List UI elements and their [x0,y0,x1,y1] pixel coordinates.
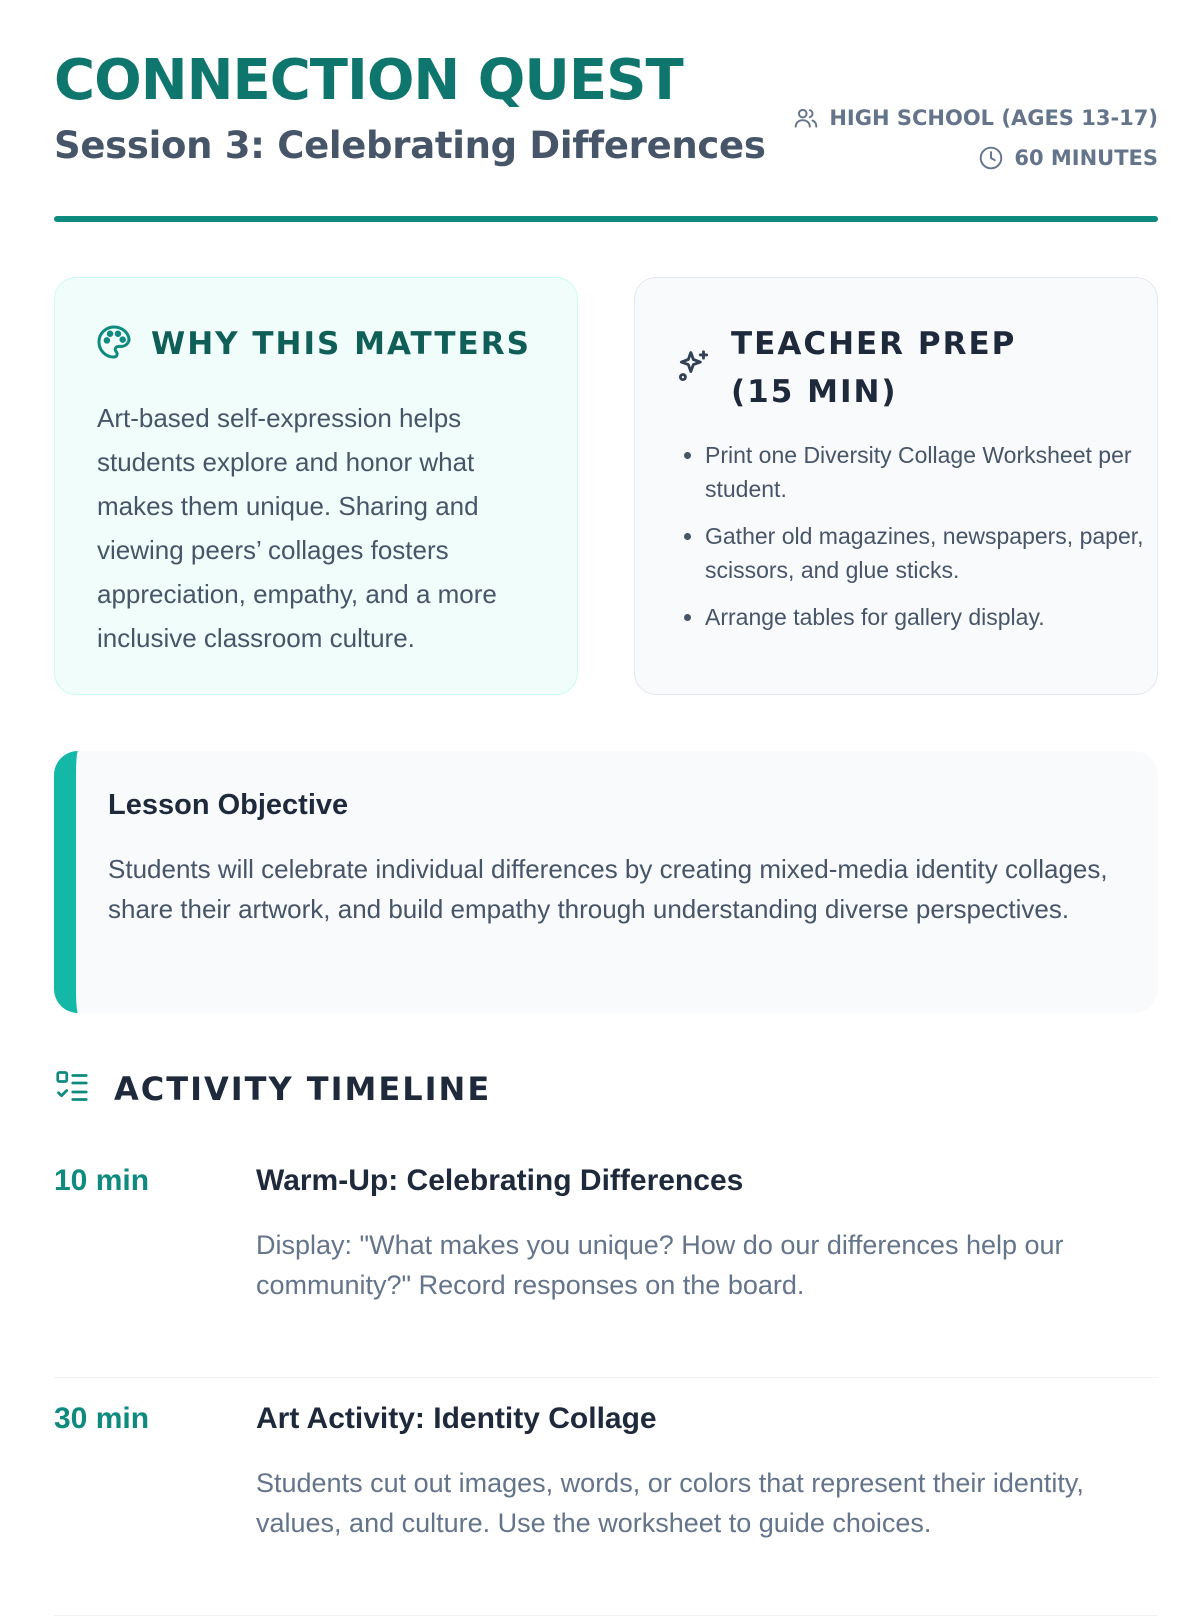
why-this-matters-card [54,277,578,695]
duration-row [793,138,1158,178]
prep-checklist [677,438,1145,647]
list-item: • Print one Diversity Collage Worksheet per student. [705,438,1145,506]
why-card-title: WHY THIS MATTERS [151,326,531,362]
header-divider [54,216,1158,222]
timeline-header [54,1068,491,1109]
activity-title: Warm-Up: Celebrating Differences [256,1164,744,1197]
timeline-activity [54,1140,1158,1378]
activity-description: Display: "What makes you unique? How do our differences help our community?" Record responses on the board. [256,1230,1064,1300]
session-title: Session 3: Celebrating Differences [54,124,766,167]
timeline-title: ACTIVITY TIMELINE [114,1069,492,1108]
duration-label: 60 MINUTES [1014,146,1158,170]
activity-title: Art Activity: Identity Collage [256,1402,657,1435]
activity-duration: 10 min [54,1164,150,1197]
palette-icon [95,323,133,366]
brand-title: CONNECTION QUEST [54,48,683,113]
users-icon [793,105,819,131]
prep-card-header [675,320,1091,416]
lesson-plan-page [54,0,1158,1538]
activity-description: Students cut out images, words, or colors that represent their identity, values, and culture. Use the worksheet to guide choices. [256,1468,1084,1538]
page-header [54,0,1158,225]
audience-row [793,98,1158,138]
sparkles-icon [675,347,713,390]
teacher-prep-card [634,277,1158,695]
info-cards [54,277,1158,697]
objective-title: Lesson Objective [108,789,349,821]
prep-card-title: TEACHER PREP (15 MIN) [731,326,1017,410]
checklist-icon [54,1068,90,1109]
objective-body: Students will celebrate individual differences by creating mixed-media identity collages, share their artwork, and build empathy through understanding diverse perspectives. [108,854,1108,924]
why-card-header [95,320,531,368]
list-item: • Arrange tables for gallery display. [705,600,1145,634]
timeline-activity [54,1378,1158,1616]
audience-label: HIGH SCHOOL (AGES 13-17) [829,106,1158,130]
activity-duration: 30 min [54,1402,150,1435]
clock-icon [978,145,1004,171]
list-item: • Gather old magazines, newspapers, paper, scissors, and glue sticks. [705,519,1145,587]
session-meta [793,98,1158,178]
lesson-objective-box [54,751,1158,1013]
why-card-body: Art-based self-expression helps students explore and honor what makes them unique. Sharing and viewing peers’ collages fosters appreciation, empathy, and a more inclusive classroom culture. [97,403,497,653]
